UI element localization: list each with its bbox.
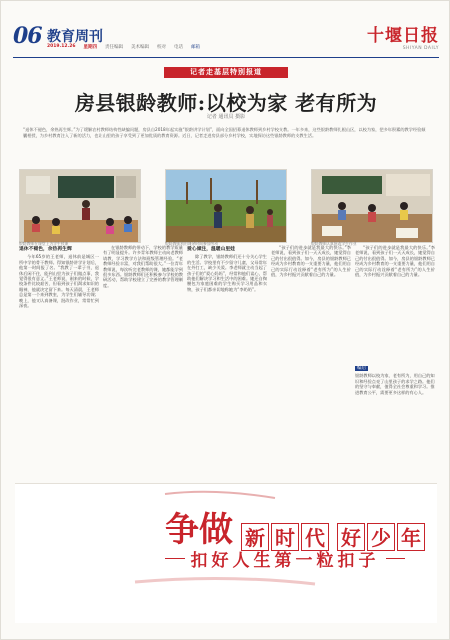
outdoor-image [166,170,287,243]
issue-weekday: 星期四 [83,45,97,50]
subheading-1: 退休不褪色，余热再生辉 [19,247,72,252]
editor-note [355,365,435,477]
masthead-meta [47,44,200,50]
article-column-1 [19,245,99,477]
slogan-box-4: 好 [337,523,365,551]
paragraph-2: 在银龄教师的带动下，学校的教学质量有了明显提升。许多青年教师主动向老教师请教，学习教学方法和班级管理经验。“老教师经验丰富，对我们帮助很大。”一位青年教师说，每次听完老教师的课，她都能学到很多东西。银龄教师们还积极参与学校的教研活动，帮助学校建立了完善的教学管理制度。 [103,245,183,288]
report-banner: 记者走基层特别报道 [164,67,288,78]
campaign-slogan [165,502,425,551]
email-label: 邮箱 [190,45,200,50]
byline: 记者 通讯员 摄影 [206,114,246,120]
masthead [13,21,439,55]
subline-rule-left [165,558,185,559]
designer-label: 美术编辑 [130,45,149,50]
photo-grading [311,169,433,243]
photo-outdoor [165,169,287,243]
slogan-lead: 争做 [165,510,233,550]
article-column-3 [187,245,267,477]
phone-label: 电话 [173,45,183,50]
editor-note-tag: 编后 [357,366,366,371]
paragraph-3: 除了教学，银龄教师们还十分关心学生的生活。学校里有不少留守儿童，父母常年在外打工，缺少关爱。李老师就主动当起了孩子们的“爱心妈妈”，经常和他们谈心，帮助他们解决学习和生活中的困难。她还自掏腰包为家庭困难的学生购买学习用品和衣物，孩子们都亲切地称她为“李奶奶”。 [187,254,267,292]
article-column-5 [355,245,435,361]
issue-date: 2019.12.26 [47,44,76,49]
paragraph-1: 今年65岁的王老师，退休前是城区一所中学的骨干教师。得知银龄讲学计划后，他第一时间报了名。“我教了一辈子书，退休后闲不住，能到山里为孩子们做点事，我觉得很有意义。”王老师说，刚来的时候，学校条件比较艰苦，但看到孩子们渴求知识的眼神，他就决定留下来。每天清晨，王老师总是第一个来到教室，为学生们辅导功课；晚上，他又认真备课，批改作业，常常忙到深夜。 [19,254,99,309]
masthead-divider [13,57,439,58]
slogan-box-2: 时 [271,523,299,551]
lead-paragraph: “退休不褪色，余热再生辉。”为了缓解农村教师结构性缺编问题，房县自2018年起实施“银龄讲学计划”，面向全国招募退休教师到乡村学校支教。一年多来，这些银龄教师扎根山区，以校为家，把多年积累的教学经验倾囊相授，为乡村教育注入了新的活力，也让山里的孩子享受到了更加优质的教育资源。近日，记者走进房县部分乡村学校，实地探访这些银龄教师的支教生活。 [23,127,426,138]
paragraph-4: “孩子们的进步就是我最大的快乐。”李老师说，看到孩子们一天天成长，她觉得自己的付出很值得。如今，房县的银龄教师已经成为乡村教育的一支重要力量，他们用自己的实际行动诠释着“老有所为”的人生价值，为乡村振兴贡献着自己的力量。 [271,245,351,278]
campaign-advertisement [15,483,437,623]
photo-classroom [19,169,141,243]
newspaper-logo [367,21,439,51]
classroom-image [20,170,141,243]
section-title: 教育周刊 [47,29,103,45]
editor-label: 责任编辑 [104,45,123,50]
article-column-2 [103,245,183,477]
photo-caption-2: 银龄教师利用课余时间参加劳动 [165,241,219,246]
paragraph-5: “孩子们的进步就是我最大的快乐。”李老师说，看到孩子们一天天成长，她觉得自己的付出很值得。如今，房县的银龄教师已经成为乡村教育的一支重要力量，他们用自己的实际行动诠释着“老有所为”的人生价值，为乡村振兴贡献着自己的力量。 [355,245,435,278]
subline-rule-right [386,558,406,559]
slogan-box-5: 少 [367,523,395,551]
slogan-box-3: 代 [301,523,329,551]
brand-name: 十堰日报 [367,26,439,46]
slogan-box-1: 新 [241,523,269,551]
subheading-2: 爱心倾注，温暖山里娃 [187,247,235,252]
grading-image [312,170,433,243]
article-column-4 [271,245,351,477]
editor-note-text: 银龄教师以校为家、老有所为，用自己的知识和经验点亮了山里孩子的求学之路。他们的坚守与奉献，值得全社会尊重和学习。推进教育公平，需要更多这样的有心人。 [355,373,435,395]
headline: 房县银龄教师:以校为家 老有所为 [74,91,378,115]
photo-caption-1: 银龄教师在课堂上为学生授课 [19,241,69,246]
page-number: 06 [13,23,42,49]
slogan-box-6: 年 [397,523,425,551]
photo-caption-3: 银龄教师认真批改学生作业 [311,241,357,246]
subline-text: 扣好人生第一粒扣子 [190,551,380,571]
campaign-subline [165,546,405,571]
proof-label: 校对 [156,45,166,50]
brand-english: SHIYAN DAILY [402,46,439,51]
